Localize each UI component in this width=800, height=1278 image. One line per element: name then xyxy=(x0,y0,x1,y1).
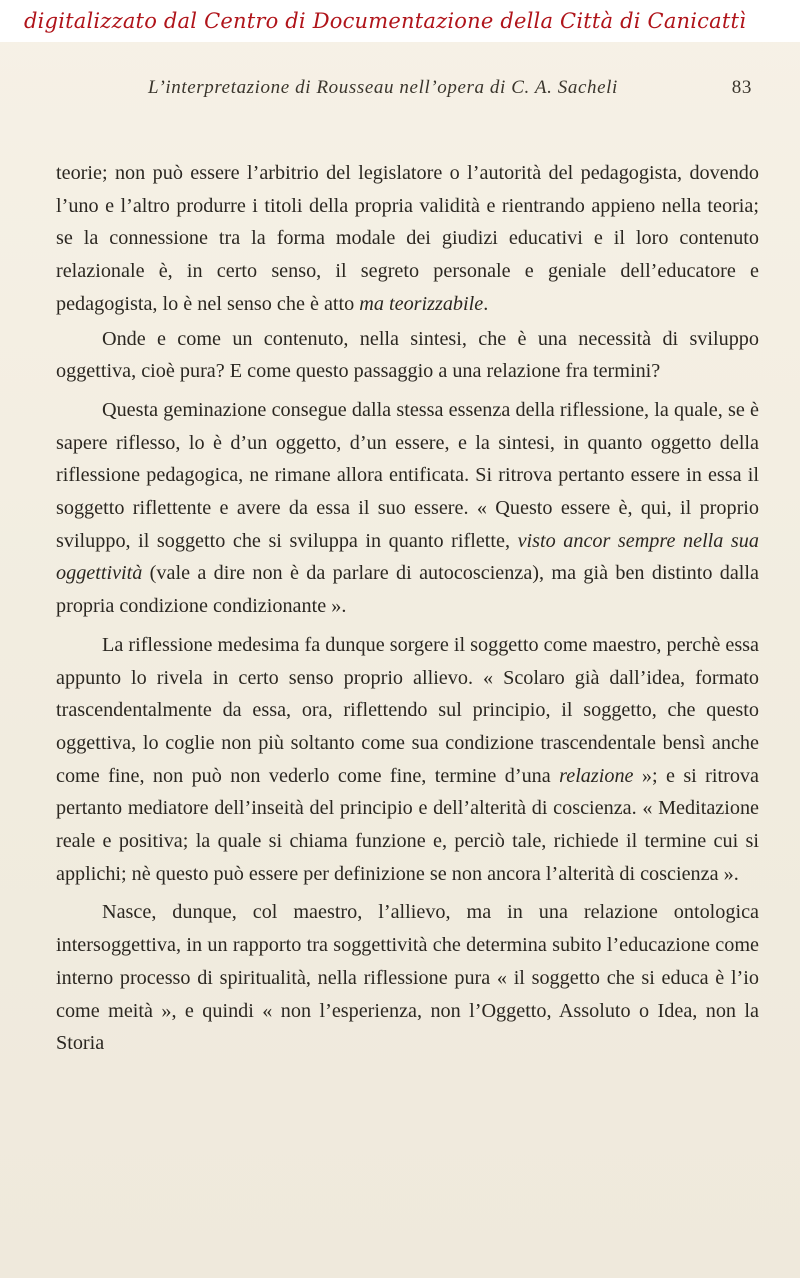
body-text xyxy=(56,157,759,1060)
running-header-title: L’interpretazione di Rousseau nell’opera di C. A. Sacheli xyxy=(148,77,618,98)
italic-run: relazione xyxy=(559,764,634,787)
text-run: Onde e come un contenuto, nella sintesi, che è una necessità di sviluppo oggettiva, cioè pura? E come questo passaggio a una relazione fra termini? xyxy=(56,327,759,383)
page-number: 83 xyxy=(731,77,752,98)
digitization-watermark: digitalizzato dal Centro di Documentazione della Città di Canicattì xyxy=(0,0,800,42)
paragraph xyxy=(56,323,759,388)
paragraph xyxy=(56,896,759,1060)
running-header xyxy=(148,74,752,102)
paragraph xyxy=(56,157,759,321)
text-run: Questa geminazione consegue dalla stessa essenza della riflessione, la quale, se è sapere riflesso, lo è d’un oggetto, d’un essere, e la sintesi, in quanto oggetto della riflessione pedagogica, ne rimane allora entificata. Si ritrova pertanto essere in essa il soggetto riflettente e avere da essa il suo essere. « Questo essere è, qui, il proprio sviluppo, il soggetto che si sviluppa in quanto riflette, xyxy=(56,398,759,552)
text-run: (vale a dire non è da parlare di autocoscienza), ma già ben distinto dalla propria condizione condizionante ». xyxy=(56,562,759,618)
text-run: La riflessione medesima fa dunque sorgere il soggetto come maestro, perchè essa appunto lo rivela in certo senso proprio allievo. « Scolaro già dall’idea, formato trascendentalmente da essa, ora, riflettendo sul principio, il soggetto, che questo oggettiva, lo coglie non più soltanto come sua condizione trascendentale bensì anche come fine, non può non vederlo come fine, termine d’una xyxy=(56,633,759,787)
text-run: . xyxy=(483,292,489,315)
italic-run: ma teorizzabile xyxy=(359,292,484,315)
text-run: »; e si ritrova pertanto mediatore dell’inseità del principio e dell’alterità di coscienza. « Meditazione reale e positiva; la quale si chiama funzione e, perciò tale, richiede il termine cui si applichi; nè questo può essere per definizione se non ancora l’alterità di coscienza ». xyxy=(56,764,759,885)
paragraph xyxy=(56,394,759,623)
text-run: Nasce, dunque, col maestro, l’allievo, ma in una relazione ontologica intersoggettiva, in un rapporto tra soggettività che determina subito l’educazione come interno processo di spiritualità, nella riflessione pura « il soggetto che si educa è l’io come meità », e quindi « non l’esperienza, non l’Oggetto, Assoluto o Idea, non la Storia xyxy=(56,901,759,1055)
paragraph xyxy=(56,629,759,891)
italic-run: visto ancor sempre nella sua oggettività xyxy=(56,529,759,585)
text-run: teorie; non può essere l’arbitrio del legislatore o l’autorità del pedagogista, dovendo l’uno e l’altro produrre i titoli della propria validità e rientrando appieno nella teoria; se la connessione tra la forma modale dei giudizi educativi e il loro contenuto relazionale è, in certo senso, il segreto personale e geniale dell’educatore e pedagogista, lo è nel senso che è atto xyxy=(56,162,759,315)
